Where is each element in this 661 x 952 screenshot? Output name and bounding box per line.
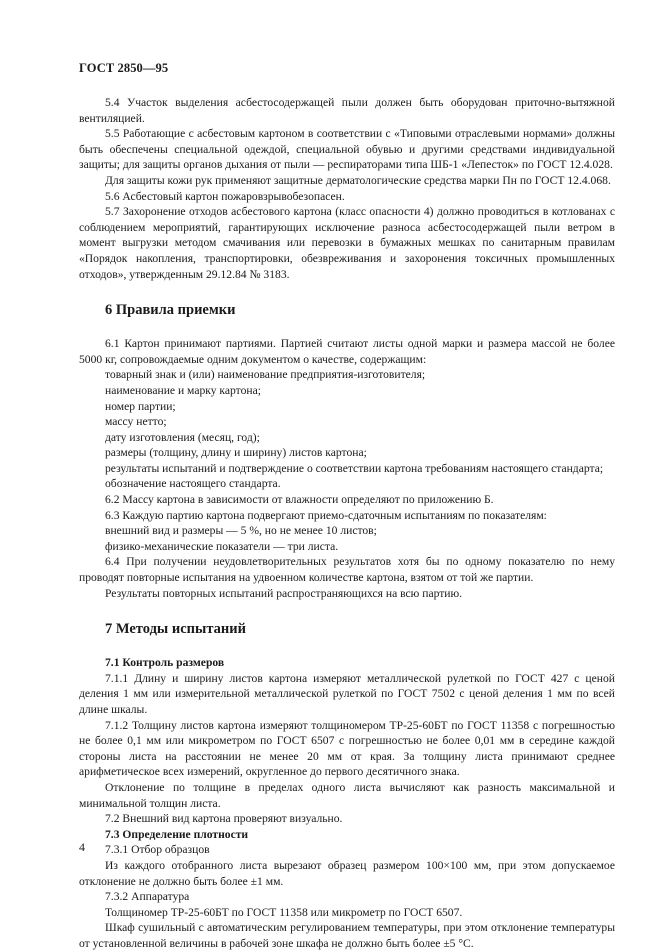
list-item: внешний вид и размеры — 5 %, но не менее 10 листов;: [105, 524, 377, 538]
paragraph-5-7: 5.7 Захоронение отходов асбестового картона (класс опасности 4) должно проводиться в котлованах с соблюдением мероприятий, гарантирующих исключение разноса асбестосодержащей пыли ветром в момент выгрузки методом смачивания или перевозки в бумажных мешках по санитарным правилам «Порядок накопления, транспортировки, обезвреживания и захоронения токсичных промышленных отходов», утвержденным 29.12.84 № 3183.: [79, 205, 615, 281]
list-item: размеры (толщину, длину и ширину) листов картона;: [105, 446, 367, 460]
paragraph-7-3-1: 7.3.1 Отбор образцов: [105, 843, 210, 857]
list-item: товарный знак и (или) наименование предприятия-изготовителя;: [105, 368, 426, 382]
paragraph-7-3-2-gauge: Толщиномер ТР-25-60БТ по ГОСТ 11358 или микрометр по ГОСТ 6507.: [105, 905, 463, 919]
document-header: ГОСТ 2850—95: [79, 61, 169, 75]
subsection-7-3-heading: 7.3 Определение плотности: [105, 827, 249, 841]
paragraph-7-2: 7.2 Внешний вид картона проверяют визуально.: [105, 812, 343, 826]
paragraph-7-3-1-sample: Из каждого отобранного листа вырезают образец размером 100×100 мм, при этом допускаемое отклонение не должно быть более ±1 мм.: [79, 858, 615, 888]
paragraph-5-4: 5.4 Участок выделения асбестосодержащей пыли должен быть оборудован приточно-вытяжной вентиляцией.: [79, 96, 615, 125]
paragraph-5-5-skin: Для защиты кожи рук применяют защитные дерматологические средства марки Пн по ГОСТ 12.4.068.: [105, 173, 611, 187]
paragraph-6-1: 6.1 Картон принимают партиями. Партией считают листы одной марки и размера массой не более 5000 кг, сопровождаемые одним документом о качестве, содержащим:: [79, 337, 615, 366]
paragraph-7-1-1: 7.1.1 Длину и ширину листов картона измеряют металлической рулеткой по ГОСТ 427 с ценой деления 1 мм или измерительной металлической рулеткой по ГОСТ 7502 с ценой деления 1 мм по всей длине шкалы.: [79, 671, 615, 716]
section-6-heading: 6 Правила приемки: [105, 302, 236, 319]
list-item: физико-механические показатели — три листа.: [105, 539, 339, 553]
paragraph-7-1-2-deviation: Отклонение по толщине в пределах одного листа вычисляют как разность максимальной и минимальной толщин листа.: [79, 780, 615, 810]
page-content: [79, 95, 615, 952]
subsection-7-1-heading: 7.1 Контроль размеров: [105, 656, 225, 670]
list-item: обозначение настоящего стандарта.: [105, 477, 281, 491]
paragraph-7-3-2: 7.3.2 Аппаратура: [105, 890, 190, 904]
list-item: дату изготовления (месяц, год);: [105, 430, 260, 444]
paragraph-7-1-2: 7.1.2 Толщину листов картона измеряют толщиномером ТР-25-60БТ по ГОСТ 11358 с погрешностью не более 0,1 мм или микрометром по ГОСТ 6507 с погрешностью не более 0,01 мм в середине каждой стороны листа на расстоянии не менее 20 мм от края. За толщину листа принимают среднее арифметическое всех измерений, округленное до первого десятичного знака.: [79, 718, 615, 779]
list-item: массу нетто;: [105, 415, 167, 429]
page-number: 4: [79, 840, 85, 854]
section-7-heading: 7 Методы испытаний: [105, 621, 246, 638]
paragraph-6-4-results: Результаты повторных испытаний распространяющихся на всю партию.: [105, 586, 463, 600]
list-item: результаты испытаний и подтверждение о соответствии картона требованиям настоящего стандарта;: [105, 461, 604, 475]
paragraph-5-5: 5.5 Работающие с асбестовым картоном в соответствии с «Типовыми отраслевыми нормами» должны быть обеспечены специальной одеждой, специальной обувью и другими средствами индивидуальной защиты; для защиты органов дыхания от пыли — респираторами типа ШБ-1 «Лепесток» по ГОСТ 12.4.028.: [79, 127, 615, 172]
paragraph-6-3: 6.3 Каждую партию картона подвергают приемо-сдаточным испытаниям по показателям:: [105, 508, 547, 522]
list-item: номер партии;: [105, 399, 176, 413]
paragraph-7-3-2-oven: Шкаф сушильный с автоматическим регулированием температуры, при этом отклонение температуры от установленной величины в рабочей зоне шкафа не должно быть более ±5 °С.: [79, 921, 615, 950]
paragraph-5-6: 5.6 Асбестовый картон пожаровзрывобезопасен.: [105, 189, 345, 203]
list-item: наименование и марку картона;: [105, 383, 261, 397]
paragraph-6-2: 6.2 Массу картона в зависимости от влажности определяют по приложению Б.: [105, 493, 494, 507]
paragraph-6-4: 6.4 При получении неудовлетворительных результатов хотя бы по одному показателю по нему проводят повторные испытания на удвоенном количестве картона, взятом от той же партии.: [79, 555, 615, 585]
